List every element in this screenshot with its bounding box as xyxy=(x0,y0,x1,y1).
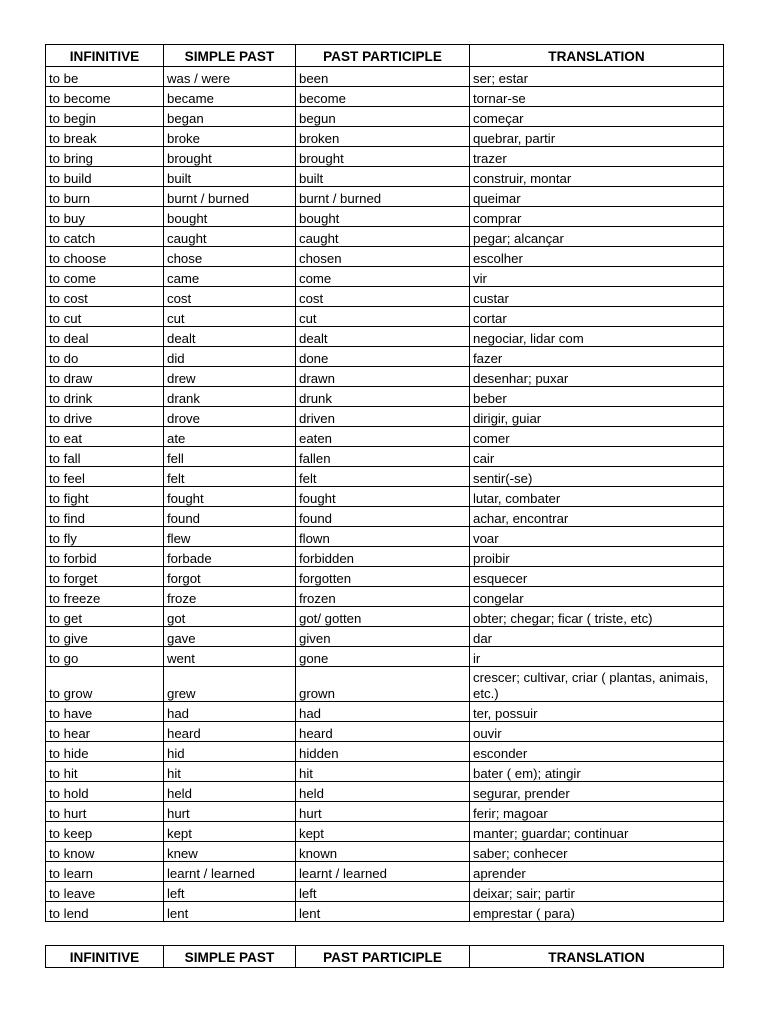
table-row xyxy=(46,127,724,147)
table-row xyxy=(46,387,724,407)
table-row xyxy=(46,167,724,187)
table-row xyxy=(46,347,724,367)
past-participle-cell: hit xyxy=(296,762,470,782)
simple-past-cell: left xyxy=(164,882,296,902)
infinitive-cell: to give xyxy=(46,627,164,647)
infinitive-cell: to hide xyxy=(46,742,164,762)
table-row xyxy=(46,607,724,627)
translation-cell: proibir xyxy=(470,547,724,567)
infinitive-cell: to keep xyxy=(46,822,164,842)
table-row xyxy=(46,287,724,307)
translation-cell: escolher xyxy=(470,247,724,267)
table-row xyxy=(46,507,724,527)
translation-cell: vir xyxy=(470,267,724,287)
simple-past-cell: grew xyxy=(164,667,296,702)
simple-past-cell: bought xyxy=(164,207,296,227)
infinitive-cell: to fly xyxy=(46,527,164,547)
infinitive-cell: to hurt xyxy=(46,802,164,822)
infinitive-cell: to be xyxy=(46,67,164,87)
infinitive-cell: to grow xyxy=(46,667,164,702)
translation-cell: ouvir xyxy=(470,722,724,742)
translation-cell: construir, montar xyxy=(470,167,724,187)
header-simple-past: SIMPLE PAST xyxy=(164,45,296,67)
header-past-participle: PAST PARTICIPLE xyxy=(296,45,470,67)
simple-past-cell: chose xyxy=(164,247,296,267)
infinitive-cell: to hold xyxy=(46,782,164,802)
past-participle-cell: burnt / burned xyxy=(296,187,470,207)
irregular-verbs-table-continued xyxy=(45,945,724,968)
past-participle-cell: kept xyxy=(296,822,470,842)
translation-cell: tornar-se xyxy=(470,87,724,107)
simple-past-cell: broke xyxy=(164,127,296,147)
past-participle-cell: drawn xyxy=(296,367,470,387)
table-row xyxy=(46,647,724,667)
infinitive-cell: to cost xyxy=(46,287,164,307)
infinitive-cell: to learn xyxy=(46,862,164,882)
translation-cell: pegar; alcançar xyxy=(470,227,724,247)
simple-past-cell: hid xyxy=(164,742,296,762)
table-row xyxy=(46,802,724,822)
past-participle-cell: heard xyxy=(296,722,470,742)
translation-cell: voar xyxy=(470,527,724,547)
table-row xyxy=(46,722,724,742)
simple-past-cell: dealt xyxy=(164,327,296,347)
table-row xyxy=(46,67,724,87)
past-participle-cell: got/ gotten xyxy=(296,607,470,627)
past-participle-cell: grown xyxy=(296,667,470,702)
past-participle-cell: begun xyxy=(296,107,470,127)
infinitive-cell: to fall xyxy=(46,447,164,467)
header-past-participle: PAST PARTICIPLE xyxy=(296,946,470,968)
table-row xyxy=(46,627,724,647)
simple-past-cell: gave xyxy=(164,627,296,647)
infinitive-cell: to come xyxy=(46,267,164,287)
simple-past-cell: hurt xyxy=(164,802,296,822)
translation-cell: trazer xyxy=(470,147,724,167)
translation-cell: aprender xyxy=(470,862,724,882)
infinitive-cell: to buy xyxy=(46,207,164,227)
translation-cell: negociar, lidar com xyxy=(470,327,724,347)
infinitive-cell: to lend xyxy=(46,902,164,922)
simple-past-cell: knew xyxy=(164,842,296,862)
simple-past-cell: drew xyxy=(164,367,296,387)
infinitive-cell: to break xyxy=(46,127,164,147)
translation-cell: esconder xyxy=(470,742,724,762)
infinitive-cell: to become xyxy=(46,87,164,107)
table-row xyxy=(46,567,724,587)
past-participle-cell: felt xyxy=(296,467,470,487)
simple-past-cell: went xyxy=(164,647,296,667)
past-participle-cell: drunk xyxy=(296,387,470,407)
infinitive-cell: to choose xyxy=(46,247,164,267)
translation-cell: ter, possuir xyxy=(470,702,724,722)
infinitive-cell: to drive xyxy=(46,407,164,427)
simple-past-cell: had xyxy=(164,702,296,722)
table-row xyxy=(46,227,724,247)
translation-cell: bater ( em); atingir xyxy=(470,762,724,782)
translation-cell: sentir(-se) xyxy=(470,467,724,487)
infinitive-cell: to build xyxy=(46,167,164,187)
infinitive-cell: to have xyxy=(46,702,164,722)
translation-cell: manter; guardar; continuar xyxy=(470,822,724,842)
translation-cell: crescer; cultivar, criar ( plantas, animais, etc.) xyxy=(470,667,724,702)
simple-past-cell: flew xyxy=(164,527,296,547)
past-participle-cell: dealt xyxy=(296,327,470,347)
infinitive-cell: to find xyxy=(46,507,164,527)
header-translation: TRANSLATION xyxy=(470,45,724,67)
simple-past-cell: began xyxy=(164,107,296,127)
past-participle-cell: been xyxy=(296,67,470,87)
table-row xyxy=(46,882,724,902)
table-row xyxy=(46,782,724,802)
simple-past-cell: ate xyxy=(164,427,296,447)
table-row xyxy=(46,107,724,127)
past-participle-cell: come xyxy=(296,267,470,287)
table-row xyxy=(46,467,724,487)
simple-past-cell: did xyxy=(164,347,296,367)
table-row xyxy=(46,447,724,467)
table-row xyxy=(46,487,724,507)
infinitive-cell: to hit xyxy=(46,762,164,782)
infinitive-cell: to cut xyxy=(46,307,164,327)
translation-cell: segurar, prender xyxy=(470,782,724,802)
infinitive-cell: to deal xyxy=(46,327,164,347)
table-row xyxy=(46,822,724,842)
infinitive-cell: to get xyxy=(46,607,164,627)
infinitive-cell: to fight xyxy=(46,487,164,507)
past-participle-cell: hurt xyxy=(296,802,470,822)
table-row xyxy=(46,862,724,882)
translation-cell: comer xyxy=(470,427,724,447)
translation-cell: cair xyxy=(470,447,724,467)
infinitive-cell: to eat xyxy=(46,427,164,447)
translation-cell: quebrar, partir xyxy=(470,127,724,147)
infinitive-cell: to draw xyxy=(46,367,164,387)
infinitive-cell: to catch xyxy=(46,227,164,247)
simple-past-cell: got xyxy=(164,607,296,627)
table-row xyxy=(46,742,724,762)
table-row xyxy=(46,87,724,107)
table-row xyxy=(46,147,724,167)
past-participle-cell: cut xyxy=(296,307,470,327)
translation-cell: congelar xyxy=(470,587,724,607)
table-row xyxy=(46,407,724,427)
simple-past-cell: brought xyxy=(164,147,296,167)
simple-past-cell: felt xyxy=(164,467,296,487)
simple-past-cell: became xyxy=(164,87,296,107)
translation-cell: ferir; magoar xyxy=(470,802,724,822)
past-participle-cell: fallen xyxy=(296,447,470,467)
translation-cell: beber xyxy=(470,387,724,407)
past-participle-cell: driven xyxy=(296,407,470,427)
infinitive-cell: to hear xyxy=(46,722,164,742)
simple-past-cell: found xyxy=(164,507,296,527)
translation-cell: achar, encontrar xyxy=(470,507,724,527)
simple-past-cell: burnt / burned xyxy=(164,187,296,207)
simple-past-cell: built xyxy=(164,167,296,187)
simple-past-cell: came xyxy=(164,267,296,287)
simple-past-cell: cost xyxy=(164,287,296,307)
past-participle-cell: frozen xyxy=(296,587,470,607)
table-body xyxy=(46,67,724,922)
simple-past-cell: caught xyxy=(164,227,296,247)
translation-cell: dirigir, guiar xyxy=(470,407,724,427)
simple-past-cell: learnt / learned xyxy=(164,862,296,882)
past-participle-cell: built xyxy=(296,167,470,187)
past-participle-cell: found xyxy=(296,507,470,527)
past-participle-cell: eaten xyxy=(296,427,470,447)
translation-cell: queimar xyxy=(470,187,724,207)
translation-cell: cortar xyxy=(470,307,724,327)
past-participle-cell: chosen xyxy=(296,247,470,267)
past-participle-cell: learnt / learned xyxy=(296,862,470,882)
table-row xyxy=(46,547,724,567)
simple-past-cell: heard xyxy=(164,722,296,742)
header-translation: TRANSLATION xyxy=(470,946,724,968)
past-participle-cell: forbidden xyxy=(296,547,470,567)
infinitive-cell: to leave xyxy=(46,882,164,902)
simple-past-cell: drank xyxy=(164,387,296,407)
table-row xyxy=(46,427,724,447)
table-row xyxy=(46,527,724,547)
translation-cell: lutar, combater xyxy=(470,487,724,507)
table-row xyxy=(46,702,724,722)
table-row xyxy=(46,367,724,387)
simple-past-cell: fought xyxy=(164,487,296,507)
infinitive-cell: to bring xyxy=(46,147,164,167)
translation-cell: desenhar; puxar xyxy=(470,367,724,387)
simple-past-cell: held xyxy=(164,782,296,802)
infinitive-cell: to freeze xyxy=(46,587,164,607)
table-row xyxy=(46,187,724,207)
table-row xyxy=(46,207,724,227)
table-header-row xyxy=(46,45,724,67)
irregular-verbs-table xyxy=(45,44,724,922)
translation-cell: esquecer xyxy=(470,567,724,587)
past-participle-cell: done xyxy=(296,347,470,367)
table-row xyxy=(46,762,724,782)
infinitive-cell: to do xyxy=(46,347,164,367)
past-participle-cell: brought xyxy=(296,147,470,167)
past-participle-cell: cost xyxy=(296,287,470,307)
infinitive-cell: to know xyxy=(46,842,164,862)
simple-past-cell: forgot xyxy=(164,567,296,587)
table-row xyxy=(46,842,724,862)
simple-past-cell: lent xyxy=(164,902,296,922)
infinitive-cell: to drink xyxy=(46,387,164,407)
past-participle-cell: given xyxy=(296,627,470,647)
past-participle-cell: had xyxy=(296,702,470,722)
past-participle-cell: held xyxy=(296,782,470,802)
table-row xyxy=(46,247,724,267)
translation-cell: ser; estar xyxy=(470,67,724,87)
header-simple-past: SIMPLE PAST xyxy=(164,946,296,968)
simple-past-cell: drove xyxy=(164,407,296,427)
translation-cell: comprar xyxy=(470,207,724,227)
simple-past-cell: fell xyxy=(164,447,296,467)
simple-past-cell: was / were xyxy=(164,67,296,87)
past-participle-cell: left xyxy=(296,882,470,902)
infinitive-cell: to burn xyxy=(46,187,164,207)
table-row xyxy=(46,667,724,702)
translation-cell: obter; chegar; ficar ( triste, etc) xyxy=(470,607,724,627)
simple-past-cell: forbade xyxy=(164,547,296,567)
header-infinitive: INFINITIVE xyxy=(46,946,164,968)
past-participle-cell: hidden xyxy=(296,742,470,762)
infinitive-cell: to go xyxy=(46,647,164,667)
past-participle-cell: fought xyxy=(296,487,470,507)
infinitive-cell: to begin xyxy=(46,107,164,127)
translation-cell: emprestar ( para) xyxy=(470,902,724,922)
past-participle-cell: lent xyxy=(296,902,470,922)
table-header-row xyxy=(46,946,724,968)
table-row xyxy=(46,267,724,287)
translation-cell: fazer xyxy=(470,347,724,367)
translation-cell: custar xyxy=(470,287,724,307)
past-participle-cell: become xyxy=(296,87,470,107)
header-infinitive: INFINITIVE xyxy=(46,45,164,67)
simple-past-cell: kept xyxy=(164,822,296,842)
translation-cell: dar xyxy=(470,627,724,647)
infinitive-cell: to feel xyxy=(46,467,164,487)
past-participle-cell: known xyxy=(296,842,470,862)
table-row xyxy=(46,307,724,327)
simple-past-cell: froze xyxy=(164,587,296,607)
table-row xyxy=(46,327,724,347)
translation-cell: começar xyxy=(470,107,724,127)
translation-cell: ir xyxy=(470,647,724,667)
past-participle-cell: caught xyxy=(296,227,470,247)
past-participle-cell: forgotten xyxy=(296,567,470,587)
translation-cell: deixar; sair; partir xyxy=(470,882,724,902)
table-row xyxy=(46,587,724,607)
translation-cell: saber; conhecer xyxy=(470,842,724,862)
past-participle-cell: flown xyxy=(296,527,470,547)
past-participle-cell: gone xyxy=(296,647,470,667)
infinitive-cell: to forget xyxy=(46,567,164,587)
past-participle-cell: broken xyxy=(296,127,470,147)
simple-past-cell: hit xyxy=(164,762,296,782)
infinitive-cell: to forbid xyxy=(46,547,164,567)
past-participle-cell: bought xyxy=(296,207,470,227)
table-row xyxy=(46,902,724,922)
simple-past-cell: cut xyxy=(164,307,296,327)
